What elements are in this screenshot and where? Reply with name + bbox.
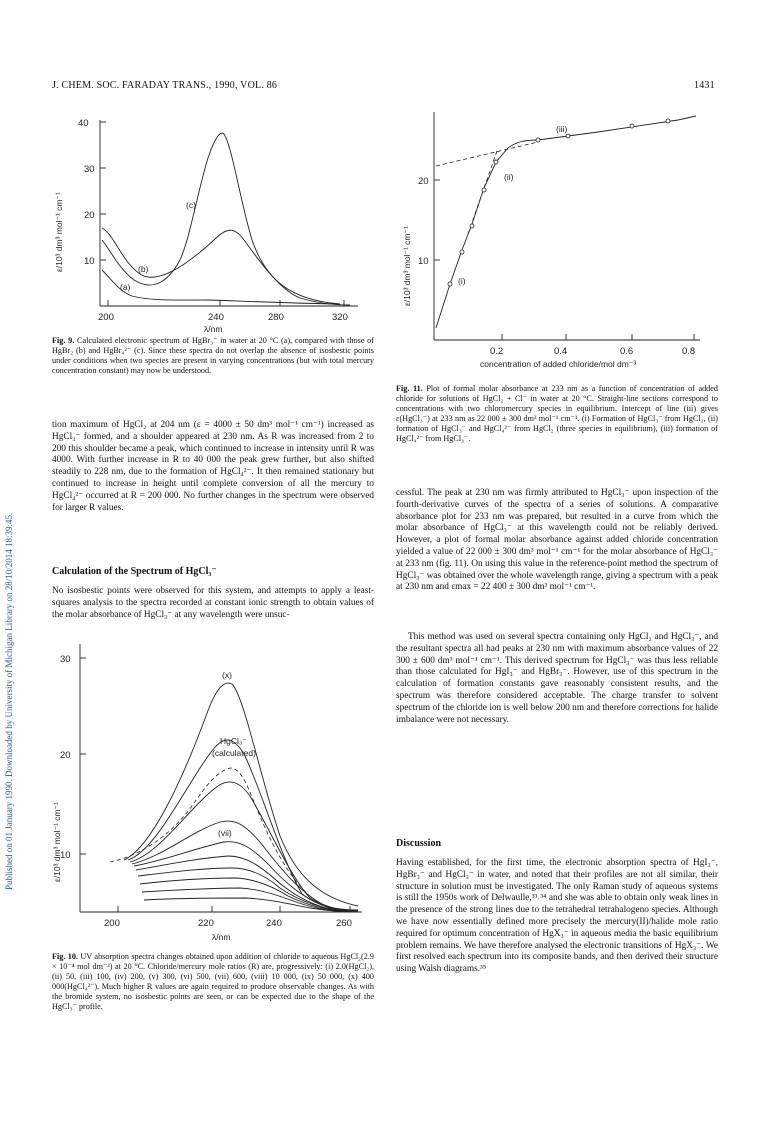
fig10-curve: [128, 740, 358, 910]
fig9-ylabel: ε/10³ dm³ mol⁻¹ cm⁻¹: [54, 192, 64, 272]
fig9-xtick: 280: [268, 312, 284, 323]
right-para-2: This method was used on several spectra containing only HgCl₂ and HgCl₃⁻, and the resultant spectra all had peaks at 230 nm with maximum absorbance values of 22 300 ± 600 dm³ mol⁻¹ cm⁻¹. This derived spectrum for HgCl₃⁻ was thus less reliable than those calculated for HgI₃⁻ and HgBr₃⁻. However, use of this spectrum in the calculation of formation constants gave reasonably consistent results, and the spectrum was therefore considered acceptable. The charge transfer to solvent spectrum of the chloride ion is well below 200 nm and therefore corrections for halide imbalance were not necessary.: [396, 632, 718, 725]
fig11-data-curve: [436, 116, 696, 328]
page-number: 1431: [694, 80, 715, 91]
fig10-ylabel: ε/10³ dm³ mol⁻¹ cm⁻¹: [52, 802, 62, 882]
fig11-xtick: 0.8: [682, 346, 696, 357]
right-para-3: Having established, for the first time, the electronic absorption spectra of HgI₃⁻, HgBr₃⁻ and HgCl₃⁻ in water, and noted that their profiles are not all similar, their structure in solution must be investigated. The only Raman study of aqueous systems is still the 1950s work of Delwaulle,³³˒³⁴ and she was able to obtain only weak lines in the presence of the strong lines due to the tetrahedral tetrahalogeno species. Although we have now essentially defined more precisely the mercury(II)/halide mole ratio required for optimum concentration of HgX₃⁻ in aqueous media the basic equilibrium problem remains. We have therefore analysed the electronic transitions of HgX₃⁻. We first resolved each spectrum into its composite bands, and then derived their structure using Walsh diagrams.³⁵: [396, 858, 718, 975]
fig11-caption-text: Plot of formal molar absorbance at 233 nm as a function of concentration of added chloride for solutions of HgCl₂ + Cl⁻ in water at 20 °C. Straight-line sections correspond to concentrations with two chloromercury species in equilibrium. Intercept of line (iii) gives ε(HgCl₃⁻) at 233 nm as 22 000 ± 300 dm³ mol⁻¹ cm⁻¹. (i) Formation of HgCl₃⁻ from HgCl₂, (ii) formation of HgCl₃⁻ and HgCl₄²⁻ from HgCl₂ (three species in equilibrium), (iii) formation of HgCl₄²⁻ from HgCl₃⁻.: [396, 384, 719, 444]
fig11-xlabel: concentration of added chloride/mol dm⁻³: [480, 359, 637, 369]
fig10-curve: [130, 782, 358, 911]
fig10-calc-sublabel: (calculated): [212, 748, 256, 758]
fig10-xtick: 260: [336, 918, 352, 929]
fig10-caption: [52, 952, 374, 1013]
fig10-ytick: 30: [60, 654, 71, 665]
fig9-label-c: (c): [186, 200, 196, 210]
fig10-ytick: 20: [60, 750, 71, 761]
download-notice: Published on 01 January 1990. Downloaded by University of Michigan Library on 28/10/2014 18:39:45.: [4, 512, 14, 890]
fig11-xtick: 0.4: [554, 346, 568, 357]
fig9-ytick: 10: [84, 256, 95, 267]
fig11-xtick: 0.6: [620, 346, 634, 357]
fig9-xtick: 320: [332, 312, 348, 323]
fig11-label-ii: (ii): [504, 172, 514, 182]
fig10-caption-text: UV absorption spectra changes obtained upon addition of chloride to aqueous HgCl₂(2.9 × 10⁻⁴ mol dm⁻³) at 20 °C. Chloride/mercury mole ratios (R) are, progressively: (i) 2.0(HgCl₂), (ii) 50, (iii) 100, (iv) 200, (v) 300, (vi) 500, (vii) 600, (viii) 10 000, (ix) 50 000, (x) 400 000(HgCl₄²⁻). Much higher R values are again required to produce observable changes. As with the bromide system, no isosbestic points are seen, or can be expected due to the shape of the HgCl₃⁻ profile.: [52, 952, 374, 1012]
fig11-ytick: 20: [418, 176, 429, 187]
fig9-xlabel: λ/nm: [204, 324, 223, 334]
running-header: J. CHEM. SOC. FARADAY TRANS., 1990, VOL. 86: [52, 80, 278, 91]
fig9-caption-title: Fig. 9.: [52, 336, 75, 345]
fig9-curve-c: [102, 133, 340, 304]
fig10-xtick: 220: [198, 918, 214, 929]
fig11-label-iii: (iii): [556, 124, 568, 134]
fig9-xtick: 240: [208, 312, 224, 323]
fig10-caption-title: Fig. 10.: [52, 952, 79, 961]
fig10-label-x: (x): [222, 670, 232, 680]
fig9-caption-text: Calculated electronic spectrum of HgBr₃⁻ in water at 20 °C (a), compared with those of HgBr₂ (b) and HgBr₄²⁻ (c). Since these spectra do not overlap the absence of isosbestic points under conditions when two species are present in varying concentrations (but with total mercury concentration constant) may now be understood.: [52, 336, 374, 376]
fig11-ytick: 10: [418, 256, 429, 267]
fig10-xtick: 240: [266, 918, 282, 929]
left-para-1: tion maximum of HgCl₂ at 204 nm (ε = 4000 ± 50 dm³ mol⁻¹ cm⁻¹) increased as HgCl₃⁻ formed, and a shoulder appeared at 230 nm. As R was increased from 2 to 200 this shoulder became a peak, which continued to increase in intensity until R was 4000. With further increase in R to 40 000 the peak grew further, but also shifted steadily to 228 nm, due to the formation of HgCl₄²⁻. It then remained stationary but continued to increase in height until complete conversion of all the mercury to HgCl₄²⁻ occurred at R = 200 000. No further changes in the spectrum were observed for larger R values.: [52, 420, 374, 513]
fig10-xlabel: λ/nm: [212, 932, 231, 942]
fig10-curve-x: [124, 683, 358, 906]
section-heading-calc: Calculation of the Spectrum of HgCl₃⁻: [52, 566, 217, 577]
fig10-curve: [136, 856, 344, 912]
fig10-curve: [144, 898, 358, 912]
fig9-label-b: (b): [138, 264, 149, 274]
fig10-ytick: 10: [60, 850, 71, 861]
fig10-plot: [40, 636, 370, 950]
right-para-1: cessful. The peak at 230 nm was firmly attributed to HgCl₃⁻ upon inspection of the fourth-derivative curves of the spectra of a series of solutions. A comparative absorbance plot for 233 nm was prepared, but resulted in a curve from which the molar absorbance of HgCl₃⁻ at this wavelength could not be reliably derived. However, a plot of formal molar absorbance against added chloride concentration yielded a value of 22 000 ± 300 dm³ mol⁻¹ cm⁻¹ for the molar absorbance of HgCl₃⁻ at 233 nm (fig. 11). On using this value in the reference-point method the spectrum of HgCl₃⁻ was obtained over the whole wavelength range, giving a spectrum with a peak at 230 nm and εmax = 22 400 ± 300 dm³ mol⁻¹ cm⁻¹.: [396, 488, 718, 593]
fig11-extrapolation-iii: [436, 142, 538, 166]
fig10-label-vii: (vii): [218, 828, 232, 838]
fig9-ytick: 40: [78, 118, 89, 129]
fig10-xtick: 200: [104, 918, 120, 929]
fig9-plot: [40, 100, 370, 340]
fig11-label-i: (i): [458, 276, 466, 286]
fig10-curve: [134, 842, 340, 911]
fig9-caption: [52, 336, 374, 376]
section-heading-discussion: Discussion: [396, 838, 442, 849]
fig11-plot: [388, 104, 718, 372]
fig9-label-a: (a): [120, 282, 131, 292]
fig11-xtick: 0.2: [490, 346, 504, 357]
fig11-caption-title: Fig. 11.: [396, 384, 423, 393]
fig11-caption: [396, 384, 718, 445]
fig11-ylabel: ε/10³ dm³ mol⁻¹ cm⁻¹: [402, 226, 412, 306]
fig9-xtick: 200: [98, 312, 114, 323]
fig10-calc-label: HgCl₃⁻: [220, 736, 247, 746]
left-para-2: No isosbestic points were observed for this system, and attempts to apply a least-squares analysis to the spectra recorded at constant ionic strength to obtain values of the molar absorbance of HgCl₃⁻ at any wavelength were unsuc-: [52, 586, 374, 620]
fig9-ytick: 20: [84, 210, 95, 221]
fig9-ytick: 30: [84, 164, 95, 175]
